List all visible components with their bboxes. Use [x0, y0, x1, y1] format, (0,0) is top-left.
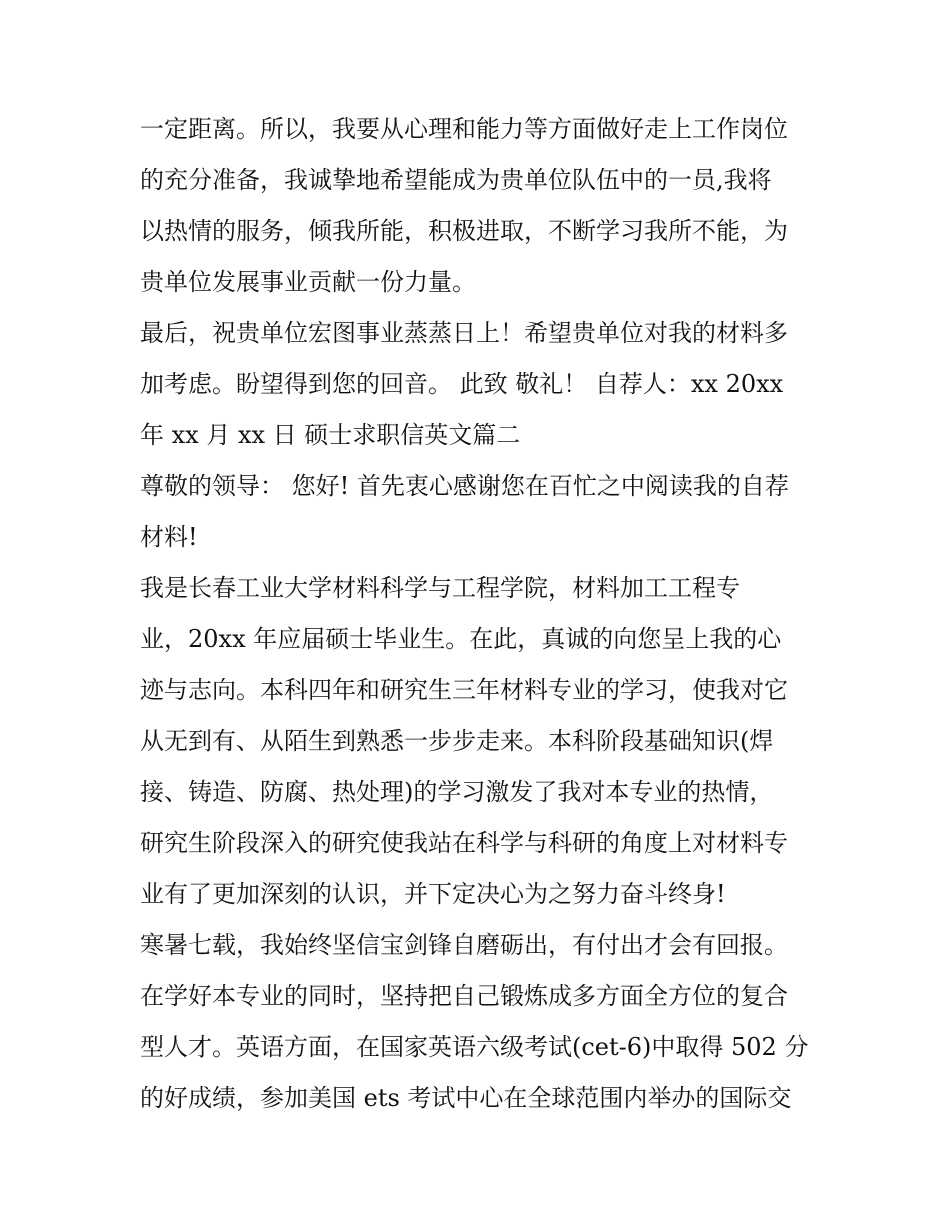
text-line: 以热情的服务，倾我所能，积极进取，不断学习我所不能，为: [140, 217, 788, 245]
text-line: 加考虑。盼望得到您的回音。 此致 敬礼！ 自荐人：xx 20xx: [140, 370, 784, 398]
text-line: 寒暑七载，我始终坚信宝剑锋自磨砺出，有付出才会有回报。: [140, 931, 788, 959]
text-line: 型人才。英语方面，在国家英语六级考试(cet-6)中取得 502 分: [140, 1033, 809, 1061]
text-line: 从无到有、从陌生到熟悉一步步走来。本科阶段基础知识(焊: [140, 727, 774, 755]
text-line: 迹与志向。本科四年和研究生三年材料专业的学习，使我对它: [140, 676, 788, 704]
text-line: 年 xx 月 xx 日 硕士求职信英文篇二: [140, 421, 521, 449]
text-line: 接、铸造、防腐、热处理)的学习激发了我对本专业的热情，: [140, 778, 774, 806]
text-line: 贵单位发展事业贡献一份力量。: [140, 268, 476, 296]
text-line: 的充分准备，我诚挚地希望能成为贵单位队伍中的一员,我将: [140, 166, 772, 194]
text-line: 业有了更加深刻的认识，并下定决心为之努力奋斗终身!: [140, 880, 726, 908]
text-line: 一定距离。所以，我要从心理和能力等方面做好走上工作岗位: [140, 115, 788, 143]
text-line: 最后，祝贵单位宏图事业蒸蒸日上！希望贵单位对我的材料多: [140, 319, 788, 347]
text-line: 业，20xx 年应届硕士毕业生。在此，真诚的向您呈上我的心: [140, 625, 782, 653]
text-line: 尊敬的领导： 您好! 首先衷心感谢您在百忙之中阅读我的自荐: [140, 472, 789, 500]
text-line: 的好成绩，参加美国 ets 考试中心在全球范围内举办的国际交: [140, 1084, 792, 1112]
document-body: [140, 104, 820, 1124]
text-line: 材料!: [140, 523, 198, 551]
text-line: 研究生阶段深入的研究使我站在科学与科研的角度上对材料专: [140, 829, 788, 857]
text-line: 在学好本专业的同时，坚持把自己锻炼成多方面全方位的复合: [140, 982, 788, 1010]
text-line: 我是长春工业大学材料科学与工程学院，材料加工工程专: [140, 574, 740, 602]
